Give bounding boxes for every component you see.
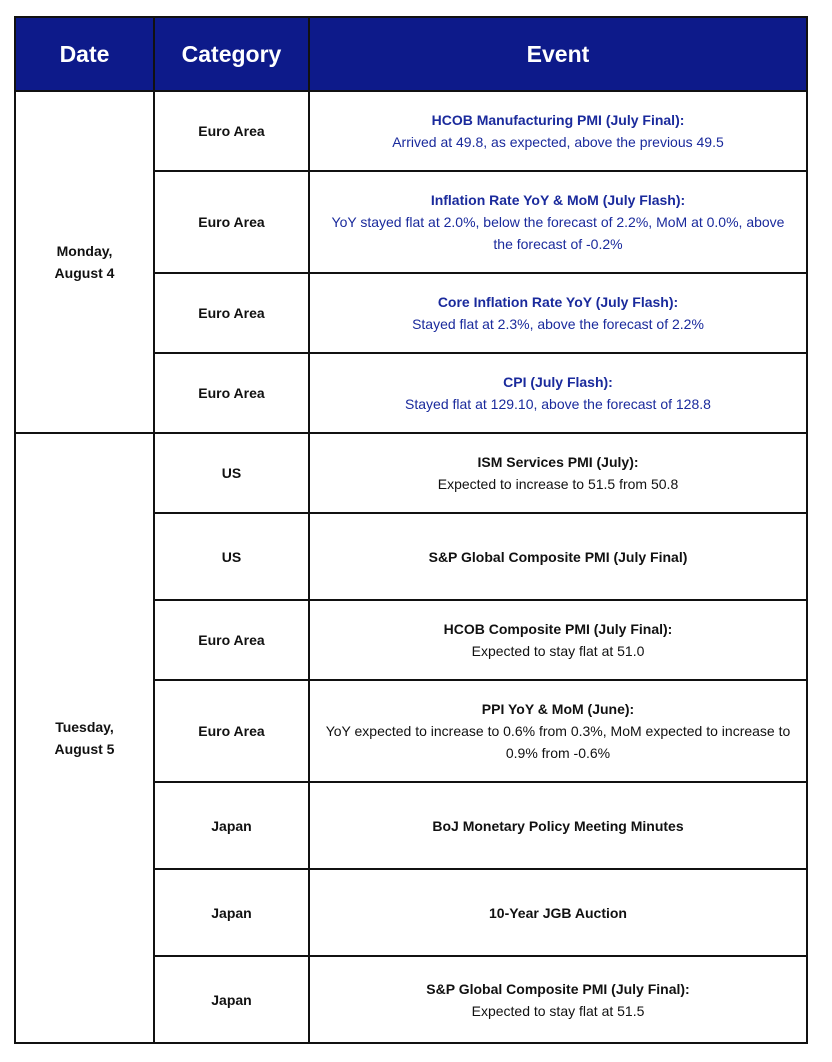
event-title: Inflation Rate YoY & MoM (July Flash): bbox=[430, 192, 686, 208]
event-description: Expected to stay flat at 51.0 bbox=[471, 643, 645, 659]
category-cell: Japan bbox=[154, 956, 309, 1043]
event-title: Core Inflation Rate YoY (July Flash): bbox=[437, 294, 679, 310]
event-title: HCOB Manufacturing PMI (July Final): bbox=[431, 112, 685, 128]
event-column-header: Event bbox=[309, 17, 807, 91]
event-cell bbox=[309, 273, 807, 353]
event-description: Arrived at 49.8, as expected, above the previous 49.5 bbox=[392, 134, 724, 150]
category-column-header: Category bbox=[154, 17, 309, 91]
event-description: Expected to increase to 51.5 from 50.8 bbox=[437, 476, 679, 492]
event-cell bbox=[309, 353, 807, 433]
event-cell bbox=[309, 91, 807, 171]
event-description: YoY expected to increase to 0.6% from 0.3%, MoM expected to increase to 0.9% from -0.6% bbox=[325, 723, 791, 761]
table-row bbox=[15, 91, 807, 171]
event-cell bbox=[309, 782, 807, 869]
event-cell bbox=[309, 680, 807, 782]
event-title: PPI YoY & MoM (June): bbox=[481, 701, 635, 717]
event-cell bbox=[309, 600, 807, 680]
event-cell bbox=[309, 513, 807, 600]
category-cell: US bbox=[154, 433, 309, 513]
date-weekday: Monday, bbox=[56, 243, 113, 259]
event-description: YoY stayed flat at 2.0%, below the forecast of 2.2%, MoM at 0.0%, above the forecast of -0.2% bbox=[331, 214, 785, 252]
event-title: 10-Year JGB Auction bbox=[489, 904, 627, 921]
event-title: HCOB Composite PMI (July Final): bbox=[443, 621, 673, 637]
category-cell: Euro Area bbox=[154, 273, 309, 353]
event-cell bbox=[309, 433, 807, 513]
economic-calendar-table bbox=[14, 16, 808, 1044]
event-title: S&P Global Composite PMI (July Final): bbox=[426, 980, 690, 997]
category-cell: Japan bbox=[154, 782, 309, 869]
table-row bbox=[15, 433, 807, 513]
category-cell: Japan bbox=[154, 869, 309, 956]
event-title: S&P Global Composite PMI (July Final) bbox=[428, 548, 688, 565]
category-cell: Euro Area bbox=[154, 680, 309, 782]
category-cell: Euro Area bbox=[154, 91, 309, 171]
category-cell: Euro Area bbox=[154, 600, 309, 680]
event-description: Stayed flat at 129.10, above the forecast of 128.8 bbox=[405, 396, 711, 412]
event-title: ISM Services PMI (July): bbox=[477, 454, 639, 470]
header-row bbox=[15, 17, 807, 91]
event-cell bbox=[309, 956, 807, 1043]
date-column-header: Date bbox=[15, 17, 154, 91]
event-title: BoJ Monetary Policy Meeting Minutes bbox=[432, 817, 684, 834]
category-cell: Euro Area bbox=[154, 353, 309, 433]
date-day: August 5 bbox=[54, 741, 115, 757]
date-cell-monday bbox=[15, 91, 154, 433]
event-description: Expected to stay flat at 51.5 bbox=[471, 1002, 645, 1019]
event-description: Stayed flat at 2.3%, above the forecast of 2.2% bbox=[412, 316, 704, 332]
category-cell: US bbox=[154, 513, 309, 600]
date-day: August 4 bbox=[54, 265, 115, 281]
category-cell: Euro Area bbox=[154, 171, 309, 273]
event-title: CPI (July Flash): bbox=[503, 374, 613, 390]
event-cell bbox=[309, 869, 807, 956]
date-weekday: Tuesday, bbox=[55, 719, 114, 735]
event-cell bbox=[309, 171, 807, 273]
date-cell-tuesday bbox=[15, 433, 154, 1043]
